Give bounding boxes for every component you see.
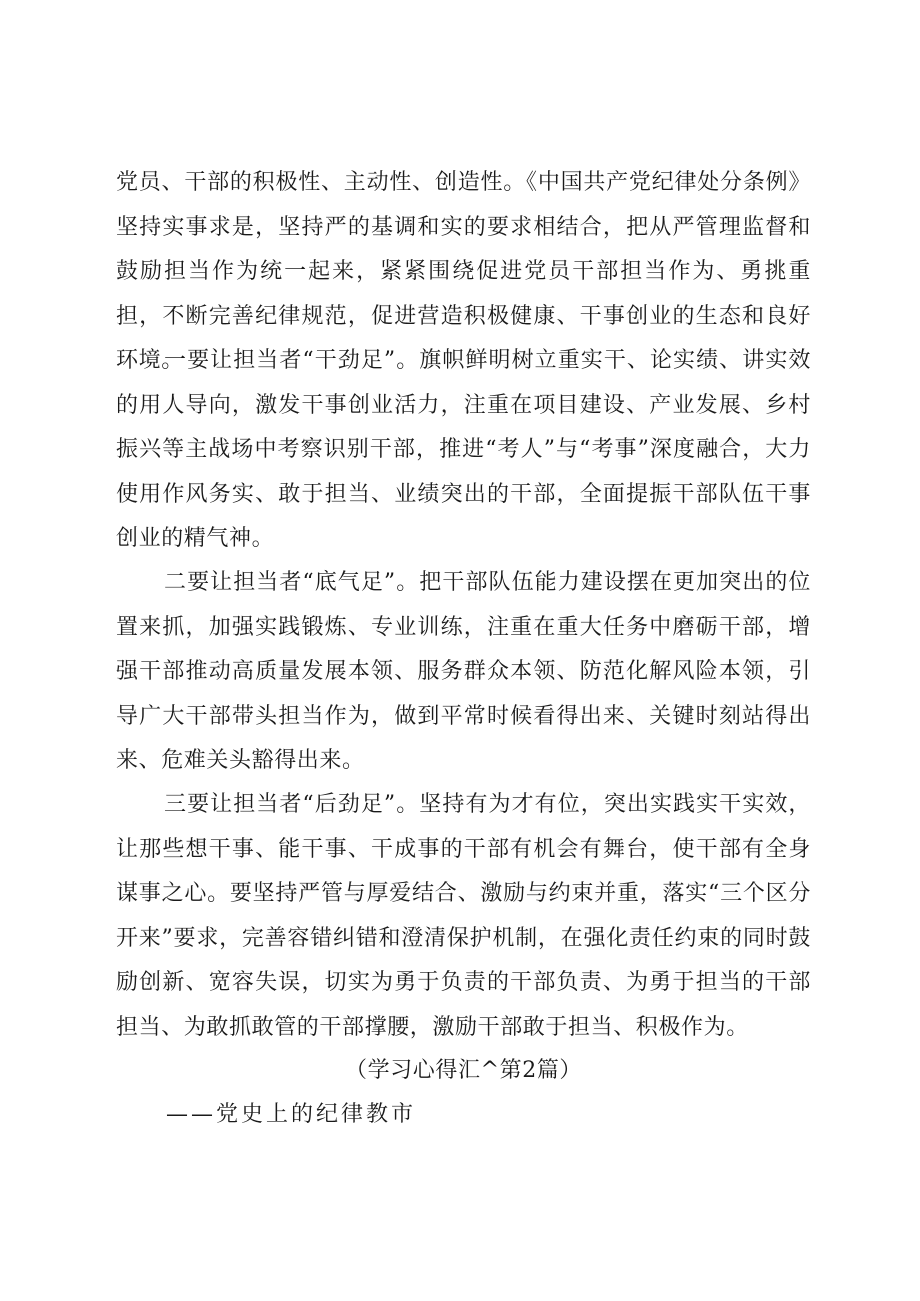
paragraph-point-one: 一要让担当者“干劲足”。旗帜鲜明树立重实干、论实绩、讲实效的用人导向，激发干事创业活力，注重在项目建设、产业发展、乡村振兴等主战场中考察识别干部，推进“考人”与“考事”深度融合，大力使用作风务实、敢于担当、业绩突出的干部，全面提振干部队伍干事创业的精气神。 xyxy=(116,348,811,551)
section-subheading: ——党史上的纪律教市 xyxy=(166,1102,417,1127)
paragraph-point-two: 二要让担当者“底气足”。把干部队伍能力建设摆在更加突出的位置来抓，加强实践锻炼、专业训练，注重在重大任务中磨砺干部，增强干部推动高质量发展本领、服务群众本领、防范化解风险本领，引导广大干部带头担当作为，做到平常时候看得出来、关键时刻站得出来、危难关头豁得出来。 xyxy=(116,570,811,773)
section-heading: （学习心得汇^第2篇） xyxy=(344,1058,583,1083)
paragraph-point-three: 三要让担当者“后劲足”。坚持有为才有位，突出实践实干实效，让那些想干事、能干事、干成事的干部有机会有舞台，使干部有全身谋事之心。要坚持严管与厚爱结合、激励与约束并重，落实“三个区分开来”要求，完善容错纠错和澄清保护机制，在强化责任约束的同时鼓励创新、宽容失误，切实为勇于负责的干部负责、为勇于担当的干部担当、为敢抓敢管的干部撑腰，激励干部敢于担当、积极作为。 xyxy=(116,792,811,1040)
paragraph-intro: 党员、干部的积极性、主动性、创造性。《中国共产党纪律处分条例》坚持实事求是，坚持严的基调和实的要求相结合，把从严管理监督和鼓励担当作为统一起来，紧紧围绕促进党员干部担当作为、勇挑重担，不断完善纪律规范，促进营造积极健康、干事创业的生态和良好环境。 xyxy=(116,170,811,373)
